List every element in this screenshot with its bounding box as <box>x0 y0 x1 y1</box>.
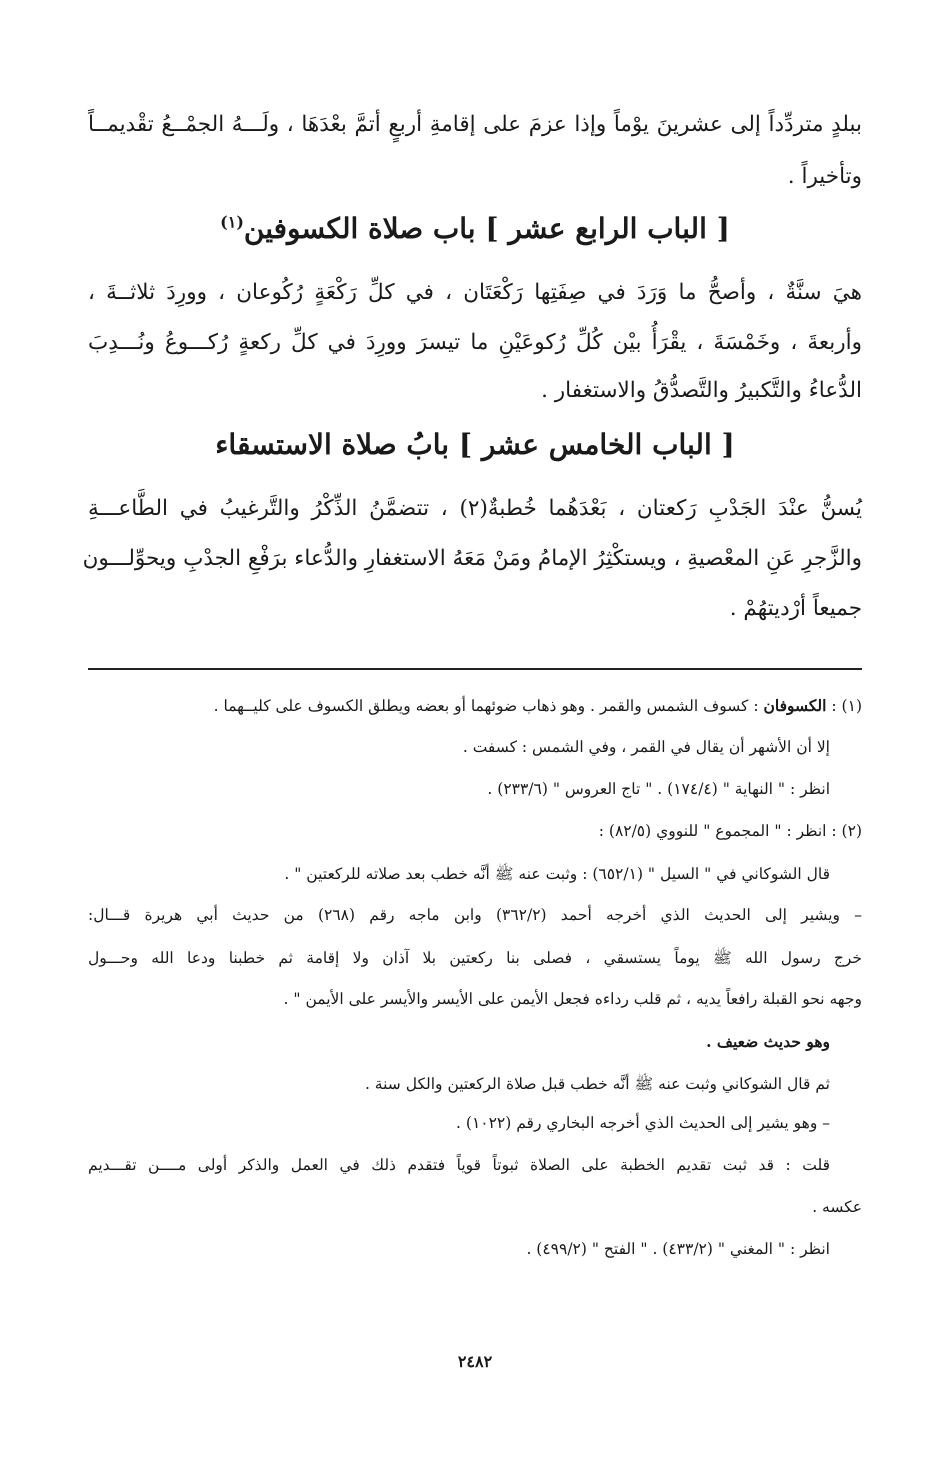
body-line: هيَ سنَّةٌ ، وأصحُّ ما وَرَدَ في صِفَتِها رَكْعَتَان ، في كلِّ رَكْعَةٍ رُكُوعان ، وورِدَ ثلاثــةَ ، <box>88 280 862 305</box>
footnote-line: – وهو يشير إلى الحديث الذي أخرجه البخاري رقم (١٠٢٢) . <box>456 1114 830 1132</box>
footnote-line: ثم قال الشوكاني وثبت عنه ﷺ أنَّه خطب قبل صلاة الركعتين والكل سنة . <box>364 1075 830 1093</box>
footnote-text: : كسوف الشمس والقمر . وهو ذهاب ضوئهما أو بعضه ويطلق الكسوف على كليــهما . <box>213 697 759 715</box>
body-line: وتأخيراً . <box>787 164 862 189</box>
heading-text: [ الباب الرابع عشر ] باب صلاة الكسوفين <box>243 212 730 245</box>
footnote-line: وهو حديث ضعيف . <box>706 1032 830 1051</box>
footnote-line: وجهه نحو القبلة رافعاً يديه ، ثم قلب رداءه فجعل الأيمن على الأيسر والأيسر على الأيمن " . <box>283 990 862 1008</box>
footnote-divider <box>88 668 862 670</box>
footnote-2: (٢) : انظر : " المجموع " للنووي (٨٢/٥) : <box>598 822 862 840</box>
footnote-line: – ويشير إلى الحديث الذي أخرجه أحمد (٣٦٢/٢) وابن ماجه رقم (٢٦٨) من حديث أبي هريرة قـــال: <box>88 906 862 924</box>
body-line: يُسنُّ عنْدَ الجَدْبِ رَكعتان ، بَعْدَهُما خُطبةٌ(٢) ، تتضمَّنُ الذِّكْرُ والتَّرغيبُ في الطَّاعـــةِ <box>88 496 862 521</box>
footnote-line: انظر : " المغني " (٤٣٣/٢) . " الفتح " (٤٩٩/٢) . <box>526 1240 830 1258</box>
chapter-heading-eclipse <box>0 212 950 245</box>
body-line: ببلدٍ متردِّداً إلى عشرينَ يوْماً وإذا عزمَ على إقامةِ أربعٍ أتمَّ بعْدَهَا ، ولَـــهُ الجمْــعُ تقْديمــاً <box>88 112 862 137</box>
chapter-heading-rain-prayer: [ الباب الخامس عشر ] بابُ صلاة الاستسقاء <box>215 428 735 461</box>
footnote-marker: (١) : <box>831 697 862 715</box>
page-number: ٢٤٨٢ <box>457 1352 493 1371</box>
footnote-term: الكسوفان <box>763 696 827 715</box>
footnote-ref-1: (١) <box>220 212 244 232</box>
body-line: والزَّجرِ عَنِ المعْصيةِ ، ويستكْثِرُ الإمامُ ومَنْ مَعَهُ الاستغفارِ والدُّعاء برَفْعِ الجدْبِ ويحوِّلـــون <box>82 546 862 571</box>
footnote-line: قلت : قد ثبت تقديم الخطبة على الصلاة ثبوتاً قوياً فتقدم ذلك في العمل والذكر أولى مــــن تقـــديم <box>88 1156 830 1174</box>
footnote-line: قال الشوكاني في " السيل " (٦٥٢/١) : وثبت عنه ﷺ أنَّه خطب بعد صلاته للركعتين " . <box>284 865 830 883</box>
footnote-1 <box>88 696 862 715</box>
footnote-line: خرج رسول الله ﷺ يوماً يستسقي ، فصلى بنا ركعتين بلا آذان ولا إقامة ثم خطبنا ودعا الله وحـــول <box>88 949 862 967</box>
body-line: وأربعةَ ، وخَمْسَةَ ، يقْرَأُ بيْن كُلِّ رُكوعَيْنِ ما تيسرَ وورِدَ في كلِّ ركعةٍ رُكـــوعُ ونُـــدِبَ <box>88 330 862 355</box>
body-line: الدُّعاءُ والتَّكبيرُ والتَّصدُّقُ والاستغفار . <box>541 378 862 403</box>
footnote-line: إلا أن الأشهر أن يقال في القمر ، وفي الشمس : كسفت . <box>462 738 830 756</box>
footnote-line: انظر : " النهاية " (١٧٤/٤) . " تاج العروس " (٢٣٣/٦) . <box>487 780 830 798</box>
body-line: جميعاً أرْديتهُمْ . <box>729 596 862 621</box>
footnote-line: عكسه . <box>812 1198 862 1216</box>
